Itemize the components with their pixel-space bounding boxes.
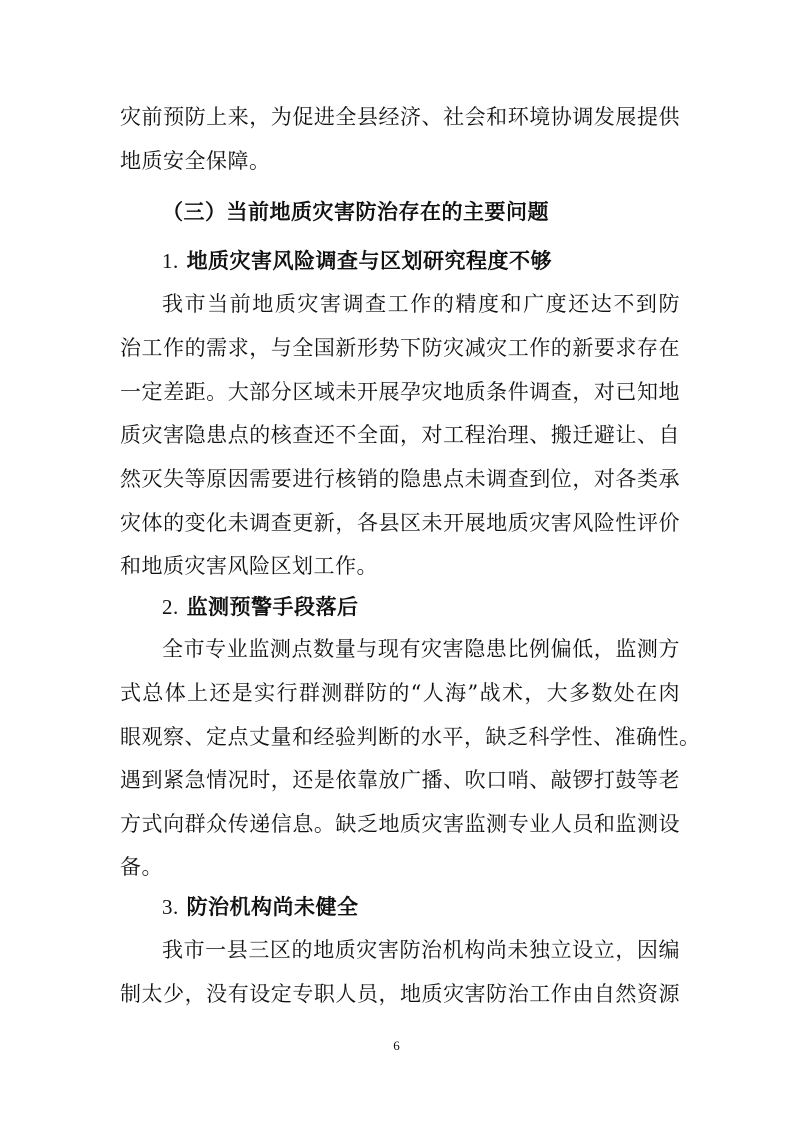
paragraph-line: 灾体的变化未调查更新，各县区未开展地质灾害风险性评价 bbox=[120, 511, 680, 535]
subsection-heading-3 bbox=[162, 892, 359, 922]
paragraph-line: 然灭失等原因需要进行核销的隐患点未调查到位，对各类承 bbox=[120, 467, 680, 491]
paragraph-line: 全市专业监测点数量与现有灾害隐患比例偏低，监测方 bbox=[162, 637, 680, 661]
heading-number: 3. bbox=[162, 895, 179, 919]
subsection-heading-2 bbox=[162, 592, 359, 622]
paragraph-line: 制太少，没有设定专职人员，地质灾害防治工作由自然资源 bbox=[120, 982, 680, 1006]
paragraph-line: 地质安全保障。 bbox=[120, 149, 271, 173]
paragraph-line: 灾前预防上来，为促进全县经济、社会和环境协调发展提供 bbox=[120, 105, 680, 129]
paragraph-line: 我市当前地质灾害调查工作的精度和广度还达不到防 bbox=[162, 292, 680, 316]
heading-text: 监测预警手段落后 bbox=[186, 595, 359, 619]
paragraph-line: 备。 bbox=[120, 855, 163, 879]
paragraph-line: 和地质灾害风险区划工作。 bbox=[120, 554, 378, 578]
subsection-heading-1 bbox=[162, 246, 552, 276]
paragraph-line: 遇到紧急情况时，还是依靠放广播、吹口哨、敲锣打鼓等老 bbox=[120, 768, 680, 792]
heading-number: 2. bbox=[162, 595, 179, 619]
section-heading: （三）当前地质灾害防治存在的主要问题 bbox=[162, 200, 549, 224]
heading-number: 1. bbox=[162, 249, 179, 273]
paragraph-line: 眼观察、定点丈量和经验判断的水平，缺乏科学性、准确性。 bbox=[120, 725, 701, 749]
paragraph-line: 治工作的需求，与全国新形势下防灾减灾工作的新要求存在 bbox=[120, 336, 680, 360]
paragraph-line: 方式向群众传递信息。缺乏地质灾害监测专业人员和监测设 bbox=[120, 812, 680, 836]
heading-text: 地质灾害风险调查与区划研究程度不够 bbox=[186, 249, 553, 273]
paragraph-line: 一定差距。大部分区域未开展孕灾地质条件调查，对已知地 bbox=[120, 380, 680, 404]
page-number: 6 bbox=[393, 1038, 400, 1053]
paragraph-line: 质灾害隐患点的核查还不全面，对工程治理、搬迁避让、自 bbox=[120, 423, 680, 447]
paragraph-line: 式总体上还是实行群测群防的“人海”战术，大多数处在肉 bbox=[120, 681, 680, 705]
paragraph-line: 我市一县三区的地质灾害防治机构尚未独立设立，因编 bbox=[162, 938, 680, 962]
heading-text: 防治机构尚未健全 bbox=[186, 895, 359, 919]
